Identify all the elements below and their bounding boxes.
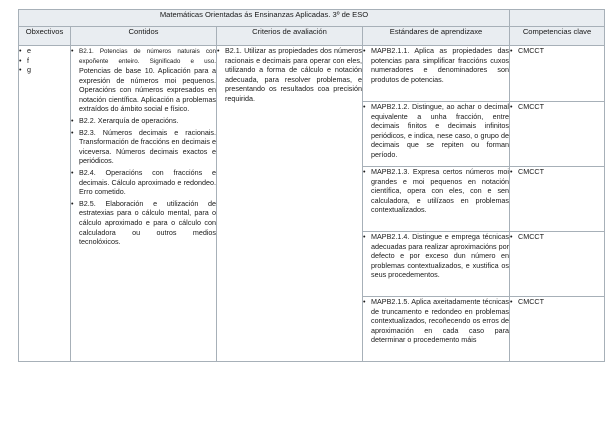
header-standards: Estándares de aprendizaxe xyxy=(363,27,510,46)
content-item xyxy=(71,168,216,197)
table-row xyxy=(19,46,605,102)
content-item-text: Potencias de base 10. Aplicación para a expresión de números moi pequenos. Operacións con números expresados en notación científica. Aplicación a problemas extraídos do ámbito social e físico. xyxy=(79,66,216,114)
objective-item: • e xyxy=(19,46,70,56)
competence-item: • CMCCT xyxy=(510,167,604,177)
content-item xyxy=(71,199,216,247)
standard-cell xyxy=(363,297,510,362)
table-title: Matemáticas Orientadas ás Ensinanzas Aplicadas. 3º de ESO xyxy=(19,10,510,27)
competence-cell xyxy=(510,232,605,297)
header-competences: Competencias clave xyxy=(510,27,605,46)
standard-cell xyxy=(363,46,510,102)
content-item-text: B2.3. Números decimais e racionais. Transformación de fraccións en decimais e viceversa. Números decimais exactos e periódicos. xyxy=(79,127,216,166)
competence-item: • CMCCT xyxy=(510,102,604,112)
competence-cell xyxy=(510,102,605,167)
content-item xyxy=(71,46,216,114)
title-empty-cell xyxy=(510,10,605,27)
standard-item: • MAPB2.1.4. Distingue e emprega técnicas adecuadas para realizar aproximacións por defecto e por exceso dun número en problemas contextualizados, e xustifica os seus procedementos. xyxy=(363,232,509,280)
criteria-cell xyxy=(217,46,363,362)
competence-item: • CMCCT xyxy=(510,46,604,56)
competence-item: • CMCCT xyxy=(510,297,604,307)
title-row xyxy=(19,10,605,27)
header-objectives: Obxectivos xyxy=(19,27,71,46)
header-row xyxy=(19,27,605,46)
standard-cell xyxy=(363,167,510,232)
criterion-item: • B2.1. Utilizar as propiedades dos números racionais e decimais para operar con eles, utilizando a forma de cálculo e notación adecuada, para resolver problemas, e presentando os resultados coa precisión requirida. xyxy=(217,46,362,104)
competence-cell xyxy=(510,297,605,362)
curriculum-table xyxy=(18,9,605,362)
content-item-text: B2.5. Elaboración e utilización de estratexias para o cálculo mental, para o cálculo aproximado e para o cálculo con calculadora ou outros medios tecnolóxicos. xyxy=(79,198,216,247)
standard-item: • MAPB2.1.1. Aplica as propiedades das potencias para simplificar fraccións cuxos numeradores e denominadores son produtos de potencias. xyxy=(363,46,509,84)
competence-cell xyxy=(510,167,605,232)
competence-item: • CMCCT xyxy=(510,232,604,242)
contents-cell xyxy=(71,46,217,362)
content-item xyxy=(71,128,216,166)
standard-item: • MAPB2.1.5. Aplica axeitadamente técnicas de truncamento e redondeo en problemas contextualizados, recoñecendo os erros de aproximación en cada caso para determinar o procedemento máis xyxy=(363,297,509,345)
standard-item: • MAPB2.1.2. Distingue, ao achar o decimal equivalente a unha fracción, entre decimais finitos e decimais infinitos periódicos, e indica, nese caso, o grupo de decimais que se repiten ou forman período. xyxy=(363,102,509,160)
competence-cell xyxy=(510,46,605,102)
standard-cell xyxy=(363,232,510,297)
header-contents: Contidos xyxy=(71,27,217,46)
content-item-text: B2.4. Operacións con fraccións e decimais. Cálculo aproximado e redondeo. Erro cometido. xyxy=(79,167,216,197)
content-item xyxy=(71,116,216,126)
objective-item: • g xyxy=(19,65,70,75)
header-criteria: Criterios de avaliación xyxy=(217,27,363,46)
objectives-cell xyxy=(19,46,71,362)
content-item-lead: B2.1. Potencias de números naturais con expoñente enteiro. Significado e uso. xyxy=(79,48,216,65)
objective-item: • f xyxy=(19,56,70,66)
standard-item: • MAPB2.1.3. Expresa certos números moi grandes e moi pequenos en notación científica, opera con eles, con e sen calculadora, e utilízaos en problemas contextualizados. xyxy=(363,167,509,215)
content-item-text: B2.2. Xerarquía de operacións. xyxy=(79,115,179,125)
standard-cell xyxy=(363,102,510,167)
